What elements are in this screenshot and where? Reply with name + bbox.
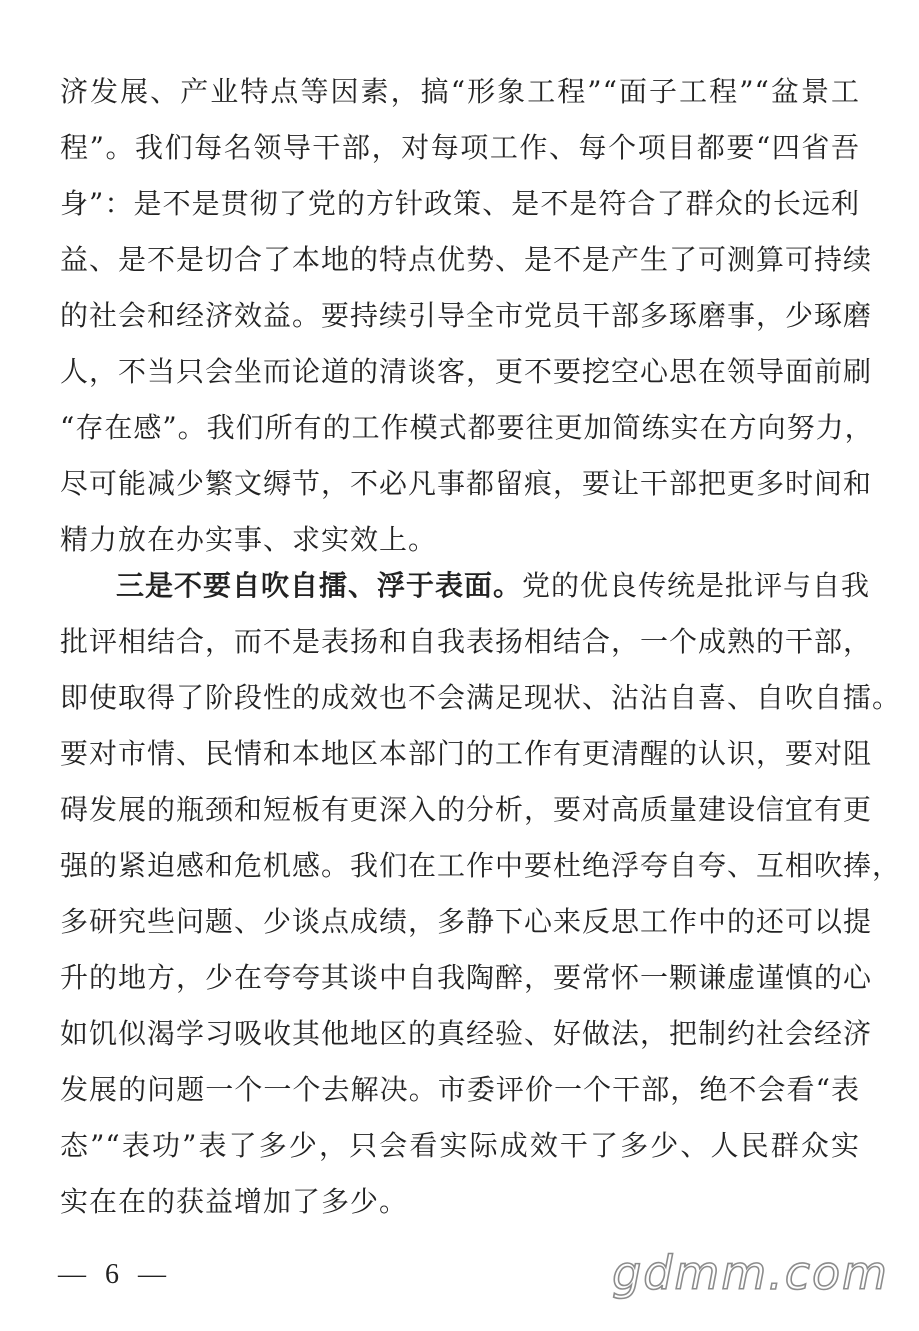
text-line: 升的地方，少在夸夸其谈中自我陶醉，要常怀一颗谦虚谨慎的心 <box>60 961 873 994</box>
text-line: 身”：是不是贯彻了党的方针政策、是不是符合了群众的长远利 <box>60 187 860 220</box>
text-line: 要对市情、民情和本地区本部门的工作有更清醒的认识，要对阻 <box>60 737 873 770</box>
text-line: 批评相结合，而不是表扬和自我表扬相结合，一个成熟的干部， <box>60 625 873 658</box>
page-number: — 6 — <box>58 1259 172 1290</box>
text-line: 的社会和经济效益。要持续引导全市党员干部多琢磨事，少琢磨 <box>60 299 873 332</box>
text-line: 发展的问题一个一个去解决。市委评价一个干部，绝不会看“表 <box>60 1073 860 1106</box>
text-line: 精力放在办实事、求实效上。 <box>60 523 438 556</box>
text-line: 济发展、产业特点等因素，搞“形象工程”“面子工程”“盆景工 <box>60 75 860 108</box>
section-heading: 三是不要自吹自擂、浮于表面。 <box>116 569 523 602</box>
text-line: 多研究些问题、少谈点成绩，多静下心来反思工作中的还可以提 <box>60 905 873 938</box>
text-line: 态”“表功”表了多少，只会看实际成效干了多少、人民群众实 <box>60 1129 860 1162</box>
watermark: gdmm.com <box>612 1246 889 1300</box>
text-line: 实在在的获益增加了多少。 <box>60 1185 409 1218</box>
text-line: 强的紧迫感和危机感。我们在工作中要杜绝浮夸自夸、互相吹捧， <box>60 849 902 882</box>
text-line: 即使取得了阶段性的成效也不会满足现状、沾沾自喜、自吹自擂。 <box>60 681 902 714</box>
text-line: 程”。我们每名领导干部，对每项工作、每个项目都要“四省吾 <box>60 131 860 164</box>
text-line: “存在感”。我们所有的工作模式都要往更加简练实在方向努力， <box>60 411 874 444</box>
text-line: 如饥似渴学习吸收其他地区的真经验、好做法，把制约社会经济 <box>60 1017 873 1050</box>
text-span: 党的优良传统是批评与自我 <box>522 569 871 602</box>
text-line: 益、是不是切合了本地的特点优势、是不是产生了可测算可持续 <box>60 243 873 276</box>
text-line: 碍发展的瓶颈和短板有更深入的分析，要对高质量建设信宜有更 <box>60 793 873 826</box>
text-line: 尽可能减少繁文缛节，不必凡事都留痕，要让干部把更多时间和 <box>60 467 873 500</box>
text-line: 人，不当只会坐而论道的清谈客，更不要挖空心思在领导面前刷 <box>60 355 873 388</box>
paragraph-first-line <box>116 566 871 606</box>
